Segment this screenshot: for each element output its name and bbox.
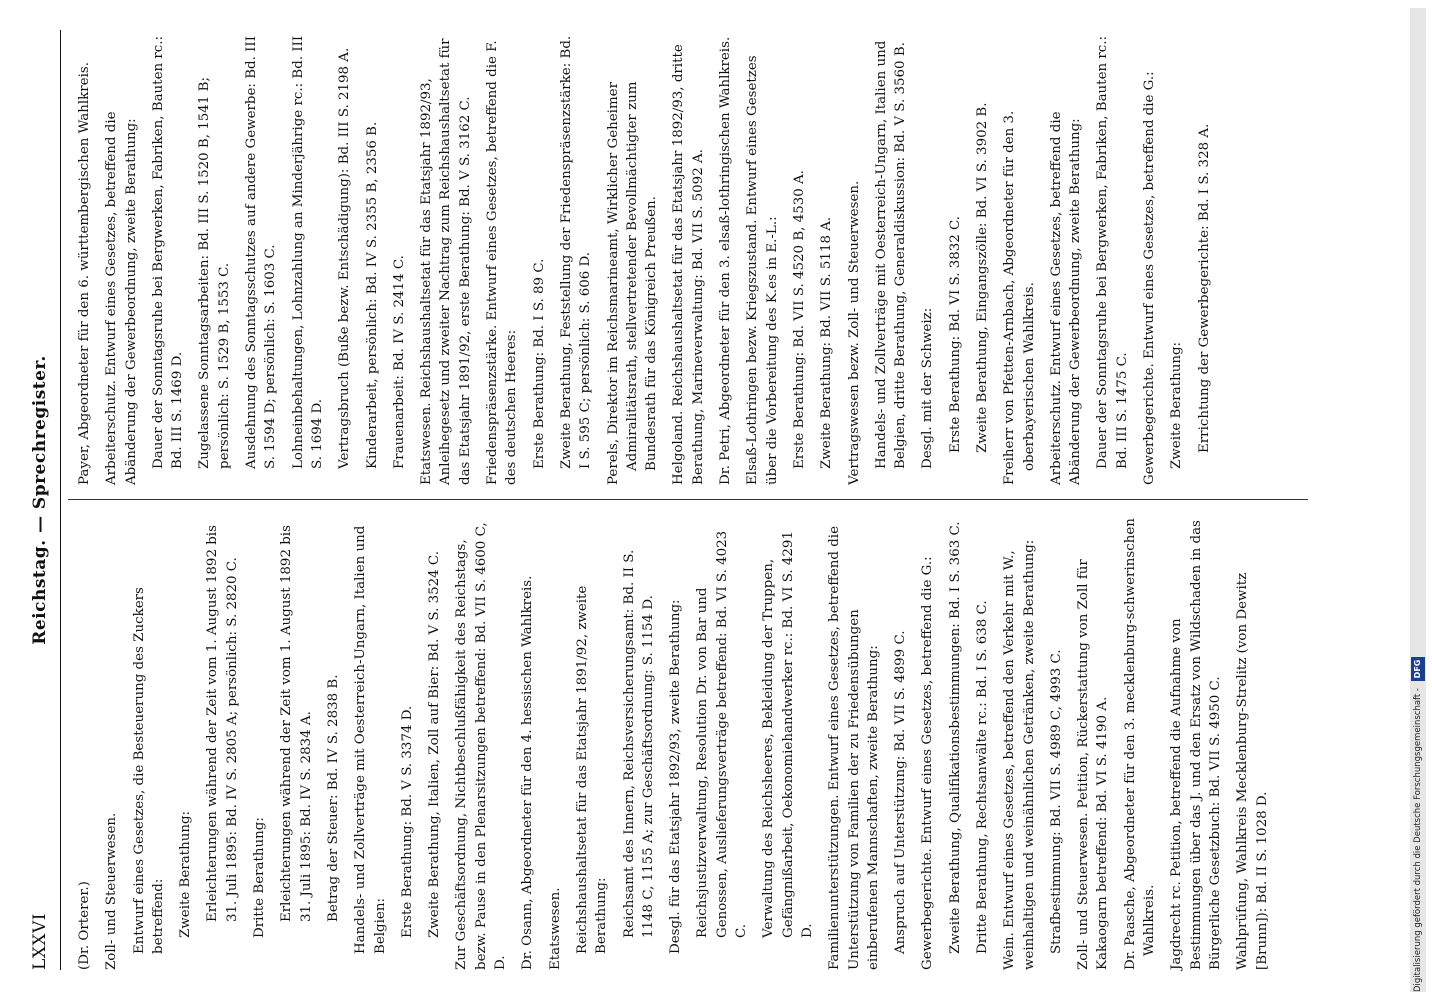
- right-column-line: Erste Berathung: Bd. VII S. 4520 B, 4530 A.: [791, 170, 807, 469]
- page-header: [28, 30, 58, 970]
- left-column-line: Dritte Berathung, Rechtsanwälte rc.: Bd. I S. 638 C.: [974, 600, 990, 954]
- right-column-line: Etatswesen. Reichshaushaltsetat für das Etatsjahr 1892/93, Anleihegesetz und zweiter Nachtrag zum Reichshaushaltsetat für das Etatsjahr 1891/92, erste Berathung: Bd. V S. 3162 C.: [419, 38, 473, 485]
- left-column-line: Verwaltung des Reichsheeres, Bekleidung der Truppen, Gefängnißarbeit, Oekonomiehandwerker rc.: Bd. VI S. 4291 D.: [761, 531, 815, 938]
- column-separator: [68, 499, 1308, 500]
- right-column-line: Errichtung der Gewerbegerichte: Bd. I S. 328 A.: [1196, 123, 1212, 453]
- right-column-line: Erste Berathung: Bd. VI S. 3832 C.: [947, 215, 963, 453]
- right-column-line: Gewerbegerichte. Entwurf eines Gesetzes, betreffend die G.:: [1142, 71, 1158, 485]
- right-column-line: Zweite Berathung: Bd. VII S. 5118 A.: [819, 216, 835, 469]
- page-number: LXXVI: [30, 913, 50, 970]
- left-column-line: Etatswesen.: [547, 887, 563, 970]
- left-column-line: Zweite Berathung, Qualifikationsbestimmungen: Bd. I S. 363 C.: [947, 521, 963, 954]
- dfg-logo: DFG: [1411, 657, 1425, 682]
- right-column-line: Dr. Petri, Abgeordneter für den 3. elsaß-lothringischen Wahlkreis.: [718, 36, 734, 485]
- digitization-credit: [1408, 8, 1428, 992]
- right-column-line: Elsaß-Lothringen bezw. Kriegszustand. Entwurf eines Gesetzes über die Vorbereitung des K.es in E.-L.:: [745, 55, 780, 485]
- right-column-line: Dauer der Sonntagsruhe bei Bergwerken, Fabriken, Bauten rc.: Bd. III S. 1469 D.: [150, 35, 186, 469]
- right-column-line: Frauenarbeit: Bd. IV S. 2414 C.: [391, 255, 407, 469]
- left-column-line: Zoll- und Steuerwesen.: [104, 812, 120, 970]
- left-column-line: Entwurf eines Gesetzes, die Besteuerung des Zuckers betreffend:: [131, 587, 166, 954]
- right-column-line: Payer, Abgeordneter für den 6. württembergischen Wahlkreis.: [77, 61, 92, 485]
- left-column-line: Strafbestimmung: Bd. VII S. 4989 C, 4993 C.: [1048, 649, 1064, 954]
- right-column-line: Zugelassene Sonntagsarbeiten: Bd. III S. 1520 B, 1541 B; persönlich: S. 1529 B, 1553 C.: [197, 77, 232, 469]
- right-column-line: Lohneinbehaltungen, Lohnzahlung an Minderjährige rc.: Bd. III S. 1694 D.: [290, 35, 325, 469]
- left-column-line: Erste Berathung: Bd. V S. 3374 D.: [399, 705, 415, 938]
- right-column-line: Vertragsbruch (Buße bezw. Entschädigung): Bd. III S. 2198 A.: [337, 47, 353, 469]
- right-column-line: Erste Berathung: Bd. I S. 89 C.: [531, 258, 547, 469]
- right-column-line: Friedenspräsenzstärke. Entwurf eines Gesetzes, betreffend die F. des deutschen Heeres:: [485, 40, 520, 485]
- left-column-line: Gewerbegerichte. Entwurf eines Gesetzes, betreffend die G.:: [920, 556, 936, 970]
- rotated-page-content: [0, 10, 1380, 990]
- left-column-line: Wahlprüfung, Wahlkreis Mecklenburg-Strelitz (von Dewitz [Brunn]): Bd. II S. 1028 D.: [1235, 572, 1270, 970]
- right-column-line: Arbeiterschutz. Entwurf eines Gesetzes, betreffend die Abänderung der Gewerbeordnung, zweite Berathung:: [104, 111, 139, 485]
- left-column-line: Handels- und Zollverträge mit Oesterreich-Ungarn, Italien und Belgien:: [353, 525, 388, 954]
- credit-text-wrap: [1408, 8, 1428, 992]
- right-column-line: Perels, Direktor im Reichsmarineamt, Wirklicher Geheimer Admiralitätsrath, stellvertretender Bevollmächtigter zum Bundesrath für das Königreich Preußen.: [605, 81, 660, 485]
- left-column-line: Wein. Entwurf eines Gesetzes, betreffend den Verkehr mit W., weinhaltigen und weinähnlichen Getränken, zweite Berathung:: [1002, 539, 1037, 970]
- right-column-line: Zweite Berathung, Feststellung der Friedenspräsenzstärke: Bd. I S. 595 C; persönlich: S. 606 D.: [558, 35, 594, 469]
- credit-text: Digitalisierung gefördert durch die Deutsche Forschungsgemeinschaft -: [1413, 688, 1423, 992]
- left-column-line: Zoll- und Steuerwesen. Petition, Rückerstattung von Zoll für Kakaogarn betreffend: Bd. VI S. 4190 A.: [1076, 559, 1111, 970]
- left-column-line: (Dr. Orterer.): [77, 881, 92, 970]
- right-column-line: Zweite Berathung, Eingangszölle: Bd. VI S. 3902 B.: [974, 102, 990, 453]
- right-column-line: Vertragswesen bezw. Zoll- und Steuerwesen.: [846, 180, 862, 485]
- left-column-line: Jagdrecht rc. Petition, betreffend die Aufnahme von Bestimmungen über das J. und den Ersatz von Wildschaden in das Bürgerliche Gesetzbuch: Bd. VII S. 4950 C.: [1169, 520, 1223, 970]
- right-column: [75, 30, 1222, 485]
- left-column-line: Erleichterungen während der Zeit vom 1. August 1892 bis 31. Juli 1895: Bd. IV S. 2834 A.: [279, 525, 314, 922]
- right-column-line: Desgl. mit der Schweiz:: [920, 307, 936, 469]
- right-column-line: Helgoland. Reichshaushaltsetat für das Etatsjahr 1892/93, dritte Berathung, Marineverwaltung: Bd. VII S. 5092 A.: [671, 44, 706, 485]
- left-column-line: Anspruch auf Unterstützung: Bd. VII S. 4899 C.: [893, 630, 909, 954]
- right-column-line: Freiherr von Pfetten-Arnbach, Abgeordneter für den 3. oberbayerischen Wahlkreis.: [1002, 110, 1037, 485]
- left-column-line: Dritte Berathung:: [252, 817, 268, 938]
- header-rule: [60, 30, 61, 970]
- left-column-line: Dr. Paasche, Abgeordneter für den 3. mecklenburg-schwerinschen Wahlkreis.: [1122, 518, 1158, 970]
- right-column-line: Arbeiterschutz. Entwurf eines Gesetzes, betreffend die Abänderung der Gewerbeordnung, zweite Berathung:: [1048, 111, 1084, 485]
- left-column-line: Zweite Berathung, Italien, Zoll auf Bier: Bd. V S. 3524 C.: [427, 551, 443, 938]
- left-column: [75, 515, 1280, 970]
- running-title: Reichstag. — Sprechregister.: [30, 355, 50, 645]
- left-column-line: Zweite Berathung:: [178, 810, 194, 938]
- left-column-line: Betrag der Steuer: Bd. IV S. 2838 B.: [325, 674, 341, 922]
- left-column-line: Erleichterungen während der Zeit vom 1. August 1892 bis 31. Juli 1895: Bd. IV S. 2805 A; persönlich: S. 2820 C.: [205, 525, 240, 922]
- left-column-line: Zur Geschäftsordnung, Nichtbeschlußfähigkeit des Reichstags, bezw. Pause in den Plenarsitzungen betreffend: Bd. VII S. 4600 C, D.: [454, 522, 509, 970]
- right-column-line: Zweite Berathung:: [1169, 341, 1185, 469]
- left-column-line: Familienunterstützungen. Entwurf eines Gesetzes, betreffend die Unterstützung von Familien der zu Friedensübungen einberufenen Mannschaften, zweite Berathung:: [827, 525, 881, 970]
- right-column-line: Handels- und Zollverträge mit Oesterreich-Ungarn, Italien und Belgien, dritte Berathung, Generaldiskussion: Bd. V S. 3560 B.: [873, 40, 909, 469]
- right-column-line: Dauer der Sonntagsruhe bei Bergwerken, Fabriken, Bauten rc.: Bd. III S. 1475 C.: [1095, 35, 1130, 469]
- left-column-line: Reichshaushaltsetat für das Etatsjahr 1891/92, zweite Berathung:: [574, 585, 610, 954]
- left-column-line: Dr. Osann, Abgeordneter für den 4. hessischen Wahlkreis.: [520, 575, 536, 970]
- right-column-line: Kinderarbeit, persönlich: Bd. IV S. 2355 B, 2356 B.: [364, 121, 380, 469]
- left-column-line: Reichsjustizverwaltung, Resolution Dr. von Bar und Genossen, Auslieferungsverträge betreffend: Bd. VI S. 4023 C.: [695, 530, 750, 938]
- right-column-line: Ausdehnung des Sonntagsschutzes auf andere Gewerbe: Bd. III S. 1594 D; persönlich: S. 1603 C.: [244, 36, 279, 469]
- left-column-line: Desgl. für das Etatsjahr 1892/93, zweite Berathung:: [668, 599, 684, 954]
- left-column-line: Reichsamt des Innern, Reichsversicherungsamt: Bd. II S. 1148 C, 1155 A; zur Geschäftsordnung: S. 1154 D.: [621, 549, 656, 938]
